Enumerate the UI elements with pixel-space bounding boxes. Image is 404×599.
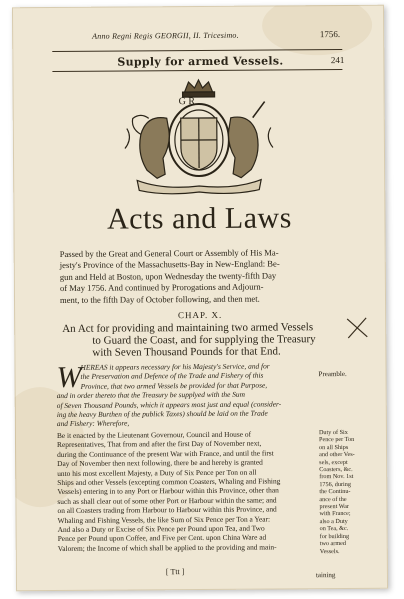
act-title-line: An Act for providing and maintaining two armed Vessels <box>62 321 314 335</box>
preamble-paragraph <box>56 361 314 429</box>
enacting-line: during the Continuance of the present War with France, and until the first <box>57 448 274 459</box>
catchword: taining <box>315 571 336 580</box>
enacting-line: Vessels) entering in to any Port or Harbour within this Province, other than <box>57 485 279 497</box>
intro-paragraph <box>60 247 352 306</box>
preamble-line: Province, that two armed Vessels be provided for that Purpose, <box>80 380 268 391</box>
marginal-note-line: Vessels. <box>319 547 340 555</box>
enacting-line: Representatives, That from and after the first Day of November next, <box>56 438 262 450</box>
marginal-note-line: 1756, during <box>319 480 351 489</box>
marginal-note-line: for building <box>319 532 350 540</box>
enacting-paragraph <box>57 429 316 553</box>
intro-line: gun and Held at Boston, upon Wednesday the twenty-fifth Day <box>59 270 277 282</box>
intro-line: of May 1756. And continued by Prorogations and Adjourn- <box>59 281 264 294</box>
marginal-note-line: on all Ships <box>319 443 349 451</box>
marginal-note-duty <box>319 429 370 555</box>
marginal-note-line: the Continu- <box>319 488 351 496</box>
main-title: Acts and Laws <box>106 201 292 236</box>
marginal-note-preamble: Preamble. <box>318 369 347 379</box>
page-subtitle: Supply for armed Vessels. <box>117 54 284 69</box>
marginal-note-line: two armed <box>319 540 347 548</box>
preamble-line: and Fishery: Wherefore, <box>56 418 130 429</box>
enacting-line: on all Coasters trading from Harbour to Harbour within this Province, and <box>57 504 277 516</box>
royal-coat-of-arms-icon <box>122 77 275 196</box>
enacting-line: Be it enacted by the Lieutenant Governour, Council and House of <box>56 429 252 441</box>
enacting-line: Valorem; the Income of which shall be applied to the providing and main- <box>57 542 277 553</box>
marginal-note-line: with France; <box>319 510 351 518</box>
marginal-note-line: Pence per Ton <box>318 436 355 444</box>
marginal-note-line: and other Ves- <box>319 451 355 459</box>
marginal-note-line: sels, except <box>319 458 348 466</box>
marginal-note-line: ance of the <box>319 495 347 503</box>
enacting-line: Ships and other Vessels (excepting common Coasters, Whaling and Fishing <box>57 476 281 488</box>
marginal-note-line: Duty of Six <box>318 428 348 437</box>
marginal-note-line: from Nov. 1st <box>319 473 354 481</box>
marginal-note-line: Coasters, &c. <box>319 465 353 474</box>
year-label: 1756. <box>319 29 341 40</box>
preamble-line: HEREAS it appears necessary for his Majesty's Service, and for <box>80 361 270 372</box>
intro-line: jesty's Province of the Massachusetts-Bay in New-England: Be- <box>59 258 280 271</box>
handwritten-x-mark-icon <box>344 315 370 341</box>
enacting-line: such as shall clear out of some other Port or Harbour within the same; and <box>57 495 277 506</box>
intro-line: ment, to the fifth Day of October following, and then met. <box>59 293 260 305</box>
document-page <box>12 5 388 592</box>
marginal-note-line: present War <box>319 503 349 511</box>
page-number: 241 <box>330 54 345 66</box>
running-head: Anno Regni Regis GEORGII, II. Tricesimo. <box>92 30 239 41</box>
enacting-line: Pence per Pound upon Coffee, and Five per Cent. upon China Ware ad <box>57 533 267 544</box>
drop-cap: W <box>56 360 82 395</box>
header-rule-bottom <box>52 69 342 72</box>
enacting-line: unto his most excellent Majesty, a Duty of Six Pence per Ton on all <box>57 467 257 478</box>
enacting-line: Whaling and Fishing Vessels, the like Sum of Six Pence per Ton a Year: <box>57 514 271 525</box>
preamble-line: the Preservation and Defence of the Trade and Fishery of this <box>80 370 264 382</box>
intro-line: Passed by the Great and General Court or Assembly of His Ma- <box>59 247 279 259</box>
paper-stain <box>262 5 372 56</box>
royal-cipher: G R <box>178 96 196 108</box>
marginal-note-line: also a Duty <box>319 517 348 526</box>
enacting-line: Day of November then next following, there be and hereby is granted <box>57 457 263 469</box>
act-title-line: to Guard the Coast, and for supplying the Treasury <box>92 333 316 347</box>
preamble-line: ing the heavy Burthen of the publick Taxes) should be laid on the Trade <box>56 408 268 420</box>
preamble-line: of Seven Thousand Pounds, which it appears most just and equal (consider- <box>56 399 282 410</box>
act-title-line: with Seven Thousand Pounds for that End. <box>92 345 281 359</box>
preamble-line: and in order thereto that the Treasury be supplyed with the Sum <box>56 389 245 401</box>
marginal-note-line: on Tea, &c. <box>319 525 349 533</box>
enacting-line: And also a Duty or Excise of Six Pence per Pound upon Tea, and Two <box>57 523 265 535</box>
signature-mark: [ Ttt ] <box>165 567 185 577</box>
chapter-heading: CHAP. X. <box>177 309 223 321</box>
